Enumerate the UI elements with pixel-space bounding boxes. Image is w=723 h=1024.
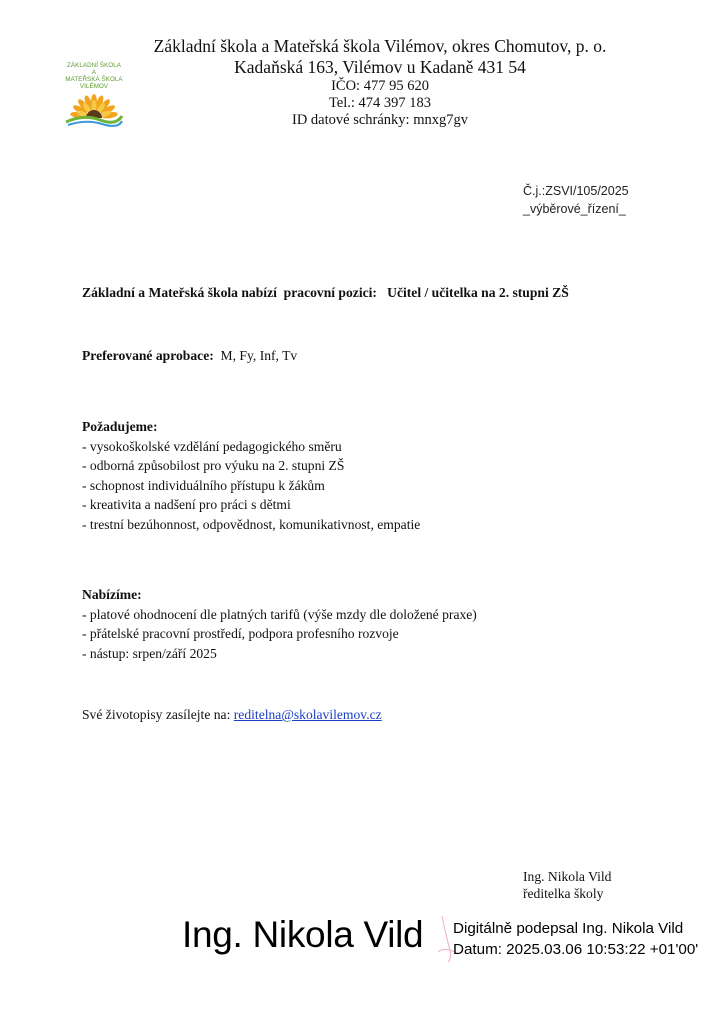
- logo-line-4: VILÉMOV: [79, 83, 109, 90]
- benefit-item: - platové ohodnocení dle platných tarifů (výše mzdy dle doložené praxe): [82, 606, 477, 622]
- benefit-item: - nástup: srpen/září 2025: [82, 645, 217, 661]
- signatory-name: Ing. Nikola Vild: [523, 869, 612, 884]
- logo-line-2: A: [91, 69, 97, 76]
- sunflower-icon: [64, 92, 124, 128]
- benefits-section: [82, 585, 477, 663]
- school-name: Základní škola a Mateřská škola Vilémov, okres Chomutov, p. o.: [153, 36, 607, 56]
- job-position: Učitel / učitelka na 2. stupni ZŠ: [387, 285, 569, 300]
- reference-number: Č.j.:ZSVI/105/2025: [523, 184, 629, 198]
- digital-signature-name: Ing. Nikola Vild: [182, 914, 424, 955]
- digital-signature-date: Datum: 2025.03.06 10:53:22 +01'00': [453, 941, 699, 958]
- job-offer-label: Základní a Mateřská škola nabízí pracovní pozici:: [82, 285, 377, 300]
- benefit-item: - přátelské pracovní prostředí, podpora profesního rozvoje: [82, 626, 399, 641]
- cv-label: Své životopisy zasílejte na:: [82, 707, 231, 722]
- email-link[interactable]: reditelna@skolavilemov.cz: [233, 707, 382, 722]
- requirement-item: - odborná způsobilost pro výuku na 2. stupni ZŠ: [82, 458, 345, 473]
- school-address: Kadaňská 163, Vilémov u Kadaně 431 54: [234, 57, 526, 77]
- school-phone: Tel.: 474 397 183: [328, 95, 432, 111]
- benefits-heading: Nabízíme:: [82, 587, 142, 602]
- requirements-heading: Požadujeme:: [82, 419, 158, 434]
- requirement-item: - vysokoškolské vzdělání pedagogického směru: [82, 438, 342, 454]
- aprobace-label: Preferované aprobace:: [82, 348, 214, 363]
- aprobace-value: M, Fy, Inf, Tv: [220, 348, 298, 363]
- requirements-section: [82, 417, 420, 534]
- logo-line-1: ZÁKLADNÍ ŠKOLA: [66, 62, 121, 69]
- digital-signature-signed-by: Digitálně podepsal Ing. Nikola Vild: [453, 920, 684, 937]
- logo-line-3: MATEŘSKÁ ŠKOLA: [65, 76, 123, 83]
- reference-block: [523, 182, 629, 218]
- signature-block: [523, 868, 611, 902]
- preferred-qualifications: [82, 346, 297, 366]
- reference-subject: _výběrové_řízení_: [523, 202, 626, 216]
- requirement-item: - kreativita a nadšení pro práci s dětmi: [82, 497, 291, 512]
- requirement-item: - schopnost individuálního přístupu k žákům: [82, 477, 325, 493]
- cv-contact-line: [82, 705, 382, 725]
- signatory-role: ředitelka školy: [523, 886, 604, 901]
- letterhead: [120, 36, 640, 129]
- school-data-box: ID datové schránky: mnxg7gv: [292, 112, 468, 128]
- job-offer-line: [82, 283, 569, 303]
- school-ico: IČO: 477 95 620: [331, 78, 429, 94]
- requirement-item: - trestní bezúhonnost, odpovědnost, komunikativnost, empatie: [82, 516, 421, 532]
- digital-signature-info: [453, 918, 698, 960]
